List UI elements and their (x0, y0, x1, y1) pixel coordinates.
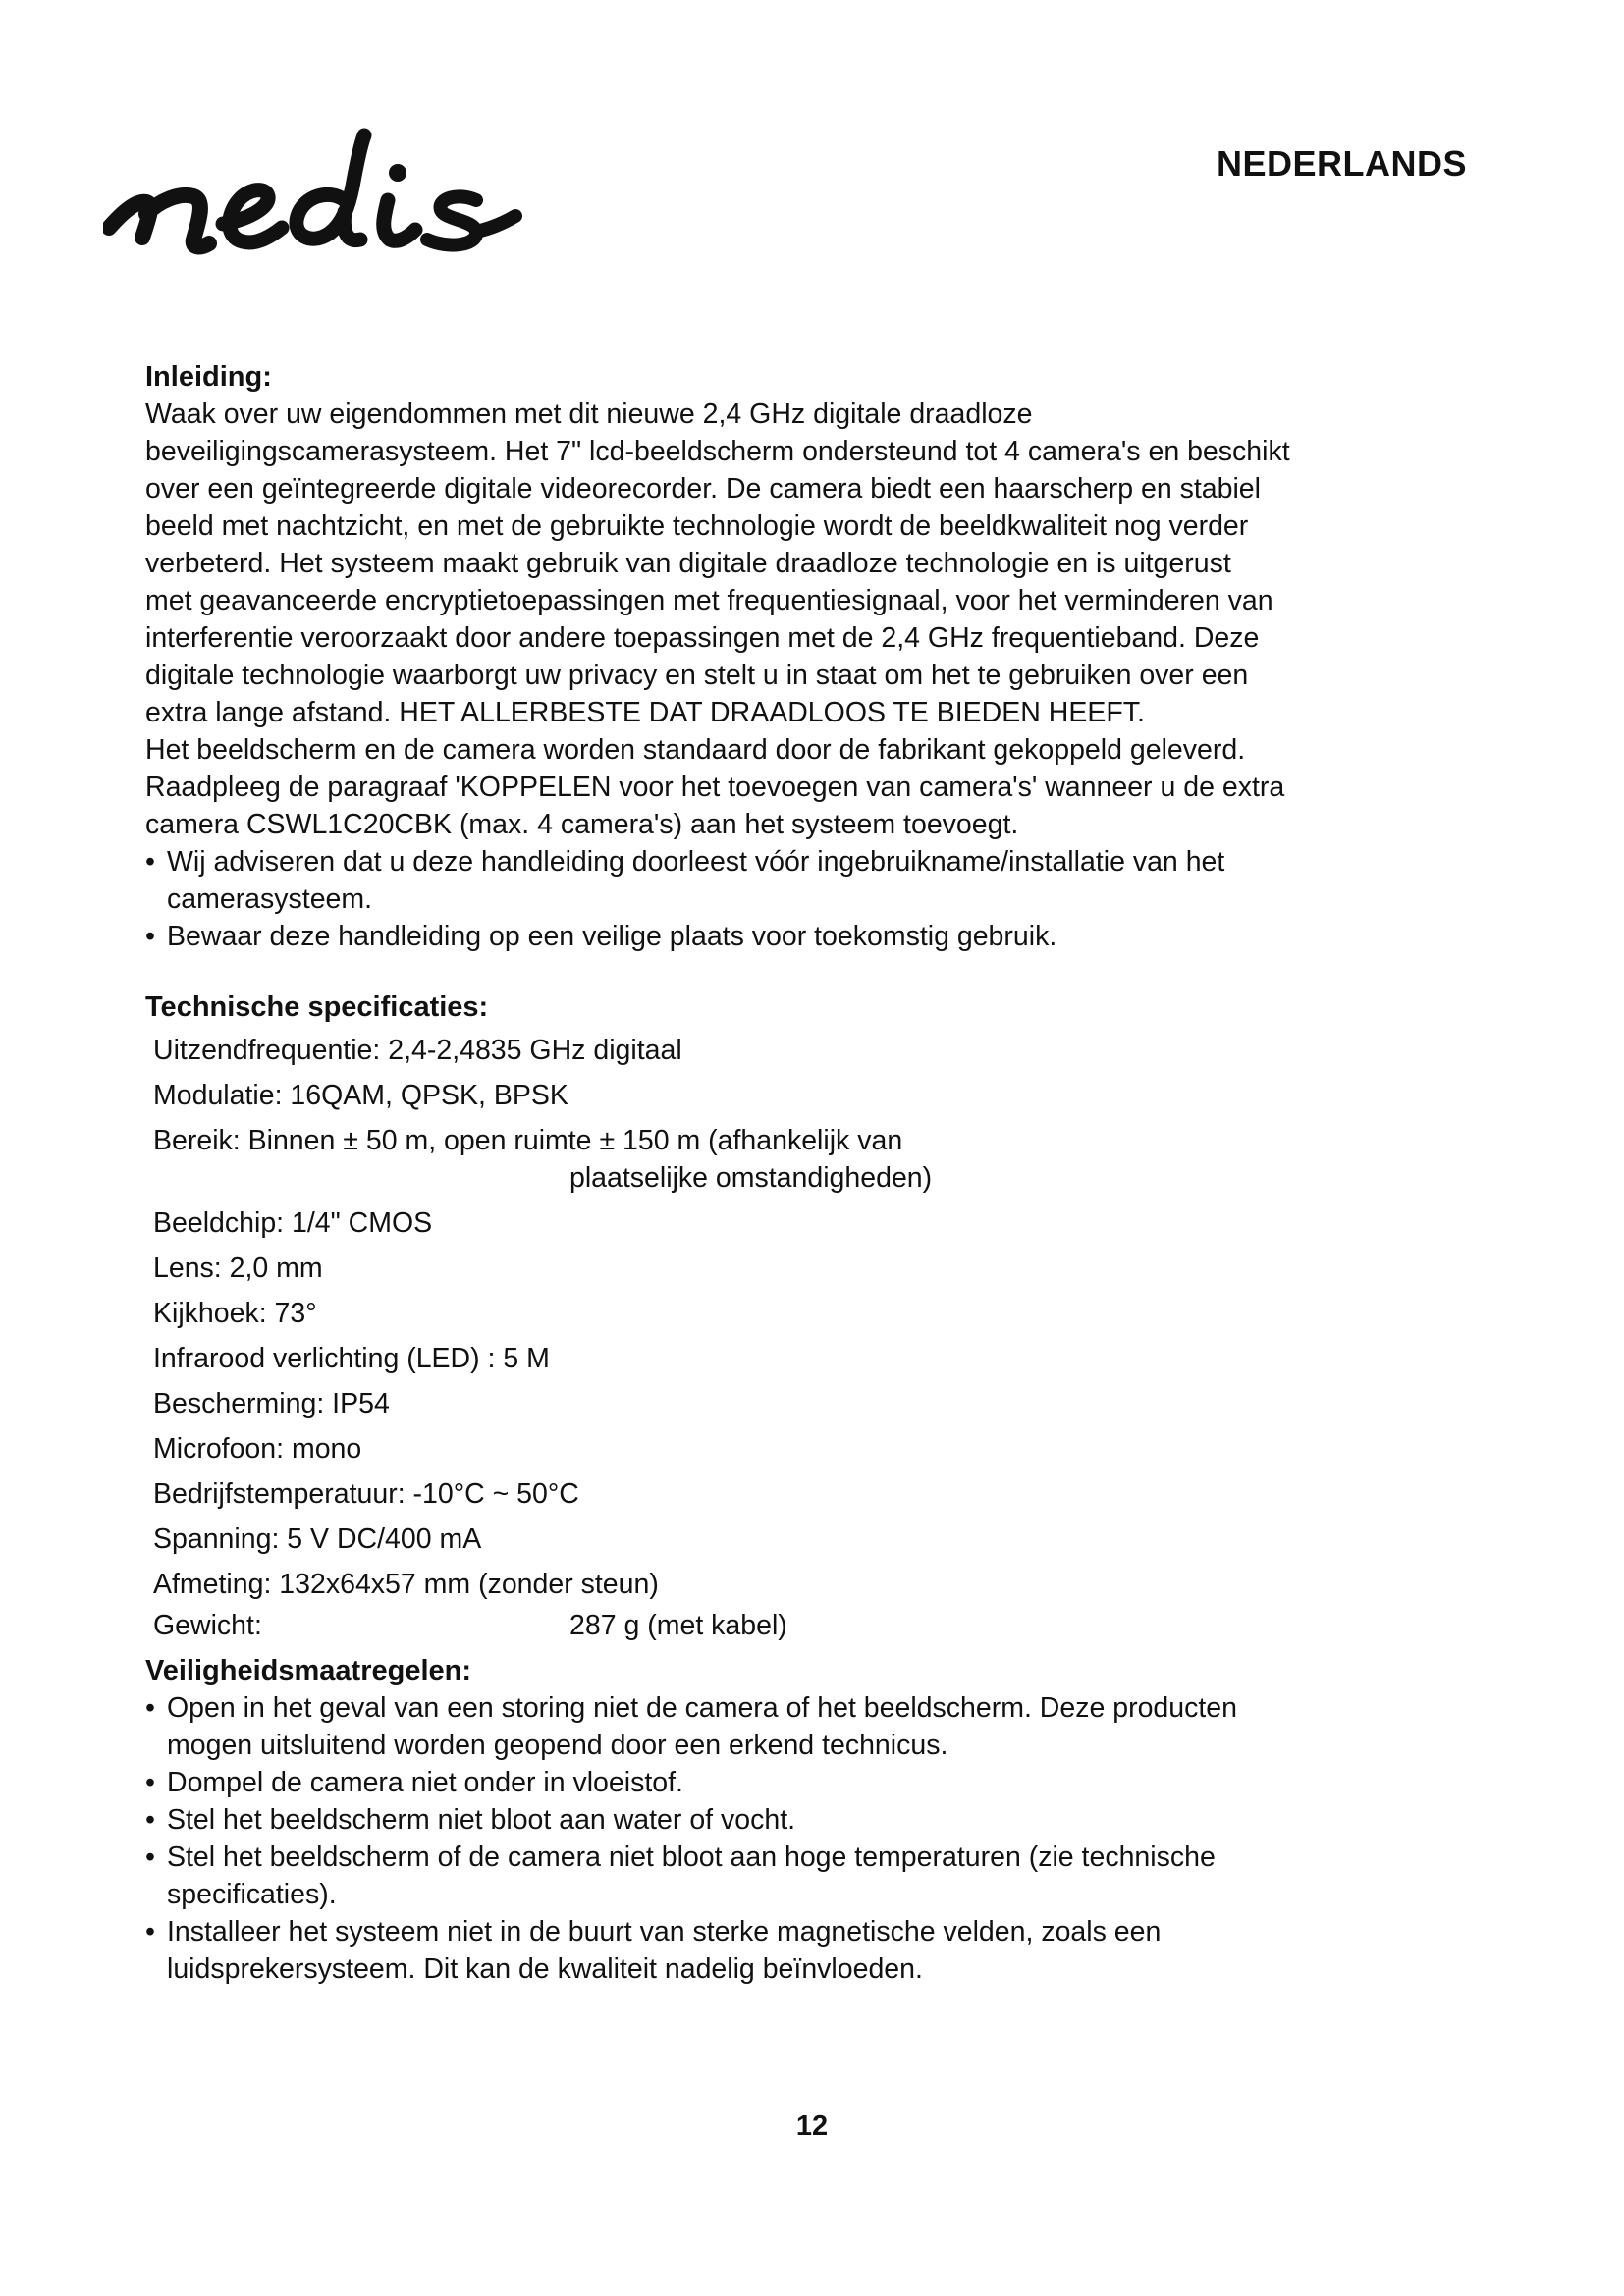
spec-range (153, 1122, 1382, 1197)
list-item (145, 1801, 1382, 1839)
list-item (145, 1913, 1382, 1988)
bullet-text-continued: mogen uitsluitend worden geopend door een erkend technicus. (167, 1730, 948, 1761)
bullet-icon: • (145, 1692, 155, 1724)
intro-paragraph (145, 396, 1382, 843)
page-number: 12 (795, 2110, 829, 2142)
spec-lens: Lens: 2,0 mm (153, 1253, 323, 1284)
bullet-text-continued: specificaties). (167, 1879, 337, 1910)
bullet-text: Bewaar deze handleiding op een veilige plaats voor toekomstig gebruik. (167, 921, 1057, 952)
intro-line: Raadpleeg de paragraaf 'KOPPELEN voor het toevoegen van camera's' wanneer u de extra (145, 772, 1285, 803)
intro-line: digitale technologie waarborgt uw privacy en stelt u in staat om het te gebruiken over een (145, 660, 1249, 691)
spec-dimensions: Afmeting: 132x64x57 mm (zonder steun) (153, 1569, 659, 1600)
intro-title: Inleiding: (145, 361, 272, 393)
list-item (145, 1689, 1382, 1764)
bullet-icon: • (145, 1767, 155, 1798)
bullet-icon: • (145, 921, 155, 952)
intro-line: Waak over uw eigendommen met dit nieuwe 2,4 GHz digitale draadloze (145, 399, 1033, 430)
specs-list (145, 1032, 1382, 1644)
safety-section (145, 1652, 1382, 1988)
specs-section (145, 988, 1382, 1644)
safety-bullet-list (145, 1689, 1382, 1988)
spec-frequency: Uitzendfrequentie: 2,4-2,4835 GHz digitaal (153, 1035, 682, 1066)
bullet-text-continued: luidsprekersysteem. Dit kan de kwaliteit nadelig beïnvloeden. (167, 1953, 923, 1985)
intro-bullet-list (145, 843, 1382, 955)
intro-section (145, 358, 1382, 955)
intro-line: verbeterd. Het systeem maakt gebruik van digitale draadloze technologie en is uitgerust (145, 548, 1231, 579)
spec-voltage: Spanning: 5 V DC/400 mA (153, 1523, 482, 1555)
spec-microphone: Microfoon: mono (153, 1433, 362, 1465)
spec-weight (153, 1607, 1382, 1644)
intro-line: interferentie veroorzaakt door andere toepassingen met de 2,4 GHz frequentieband. Deze (145, 622, 1260, 654)
spec-range-line1: Bereik: Binnen ± 50 m, open ruimte ± 150 m (afhankelijk van (153, 1125, 903, 1156)
spec-range-line2: plaatselijke omstandigheden) (569, 1162, 933, 1194)
list-item (145, 1839, 1382, 1913)
bullet-text: Open in het geval van een storing niet de camera of het beeldscherm. Deze producten (167, 1692, 1237, 1724)
list-item (145, 843, 1382, 918)
bullet-text: Wij adviseren dat u deze handleiding doorleest vóór ingebruikname/installatie van het (167, 846, 1225, 878)
bullet-text-continued: camerasysteem. (167, 883, 373, 915)
spec-weight-value: 287 g (met kabel) (569, 1610, 787, 1641)
intro-line: beveiligingscamerasysteem. Het 7" lcd-beeldscherm ondersteund tot 4 camera's en beschikt (145, 436, 1290, 467)
spec-infrared: Infrarood verlichting (LED) : 5 M (153, 1343, 550, 1374)
spec-image-chip: Beeldchip: 1/4" CMOS (153, 1207, 433, 1239)
list-item (145, 1764, 1382, 1801)
bullet-icon: • (145, 1804, 155, 1836)
bullet-icon: • (145, 1916, 155, 1948)
spec-weight-label: Gewicht: (153, 1610, 262, 1641)
safety-title: Veiligheidsmaatregelen: (145, 1655, 472, 1686)
intro-line: met geavanceerde encryptietoepassingen met frequentiesignaal, voor het verminderen van (145, 585, 1273, 616)
spec-protection: Bescherming: IP54 (153, 1388, 390, 1419)
intro-line: beeld met nachtzicht, en met de gebruikte technologie wordt de beeldkwaliteit nog verder (145, 510, 1249, 542)
intro-line: camera CSWL1C20CBK (max. 4 camera's) aan het systeem toevoegt. (145, 809, 1019, 840)
bullet-text: Stel het beeldscherm niet bloot aan water of vocht. (167, 1804, 796, 1836)
bullet-icon: • (145, 846, 155, 878)
spec-temperature: Bedrijfstemperatuur: -10°C ~ 50°C (153, 1478, 579, 1510)
specs-title: Technische specificaties: (145, 991, 489, 1023)
bullet-text: Stel het beeldscherm of de camera niet bloot aan hoge temperaturen (zie technische (167, 1842, 1216, 1873)
bullet-text: Dompel de camera niet onder in vloeistof. (167, 1767, 683, 1798)
list-item (145, 918, 1382, 955)
bullet-icon: • (145, 1842, 155, 1873)
intro-line: over een geïntegreerde digitale videorecorder. De camera biedt een haarscherp en stabiel (145, 473, 1261, 505)
spec-viewing-angle: Kijkhoek: 73° (153, 1298, 317, 1329)
spec-modulation: Modulatie: 16QAM, QPSK, BPSK (153, 1080, 568, 1111)
language-label: NEDERLANDS (1216, 143, 1467, 184)
document-body (145, 358, 1382, 1988)
intro-line: extra lange afstand. HET ALLERBESTE DAT DRAADLOOS TE BIEDEN HEEFT. (145, 697, 1145, 728)
nedis-logo (103, 118, 614, 275)
bullet-text: Installeer het systeem niet in de buurt van sterke magnetische velden, zoals een (167, 1916, 1162, 1948)
intro-line: Het beeldscherm en de camera worden standaard door de fabrikant gekoppeld geleverd. (145, 734, 1246, 766)
logo-text: nedis (103, 118, 106, 119)
